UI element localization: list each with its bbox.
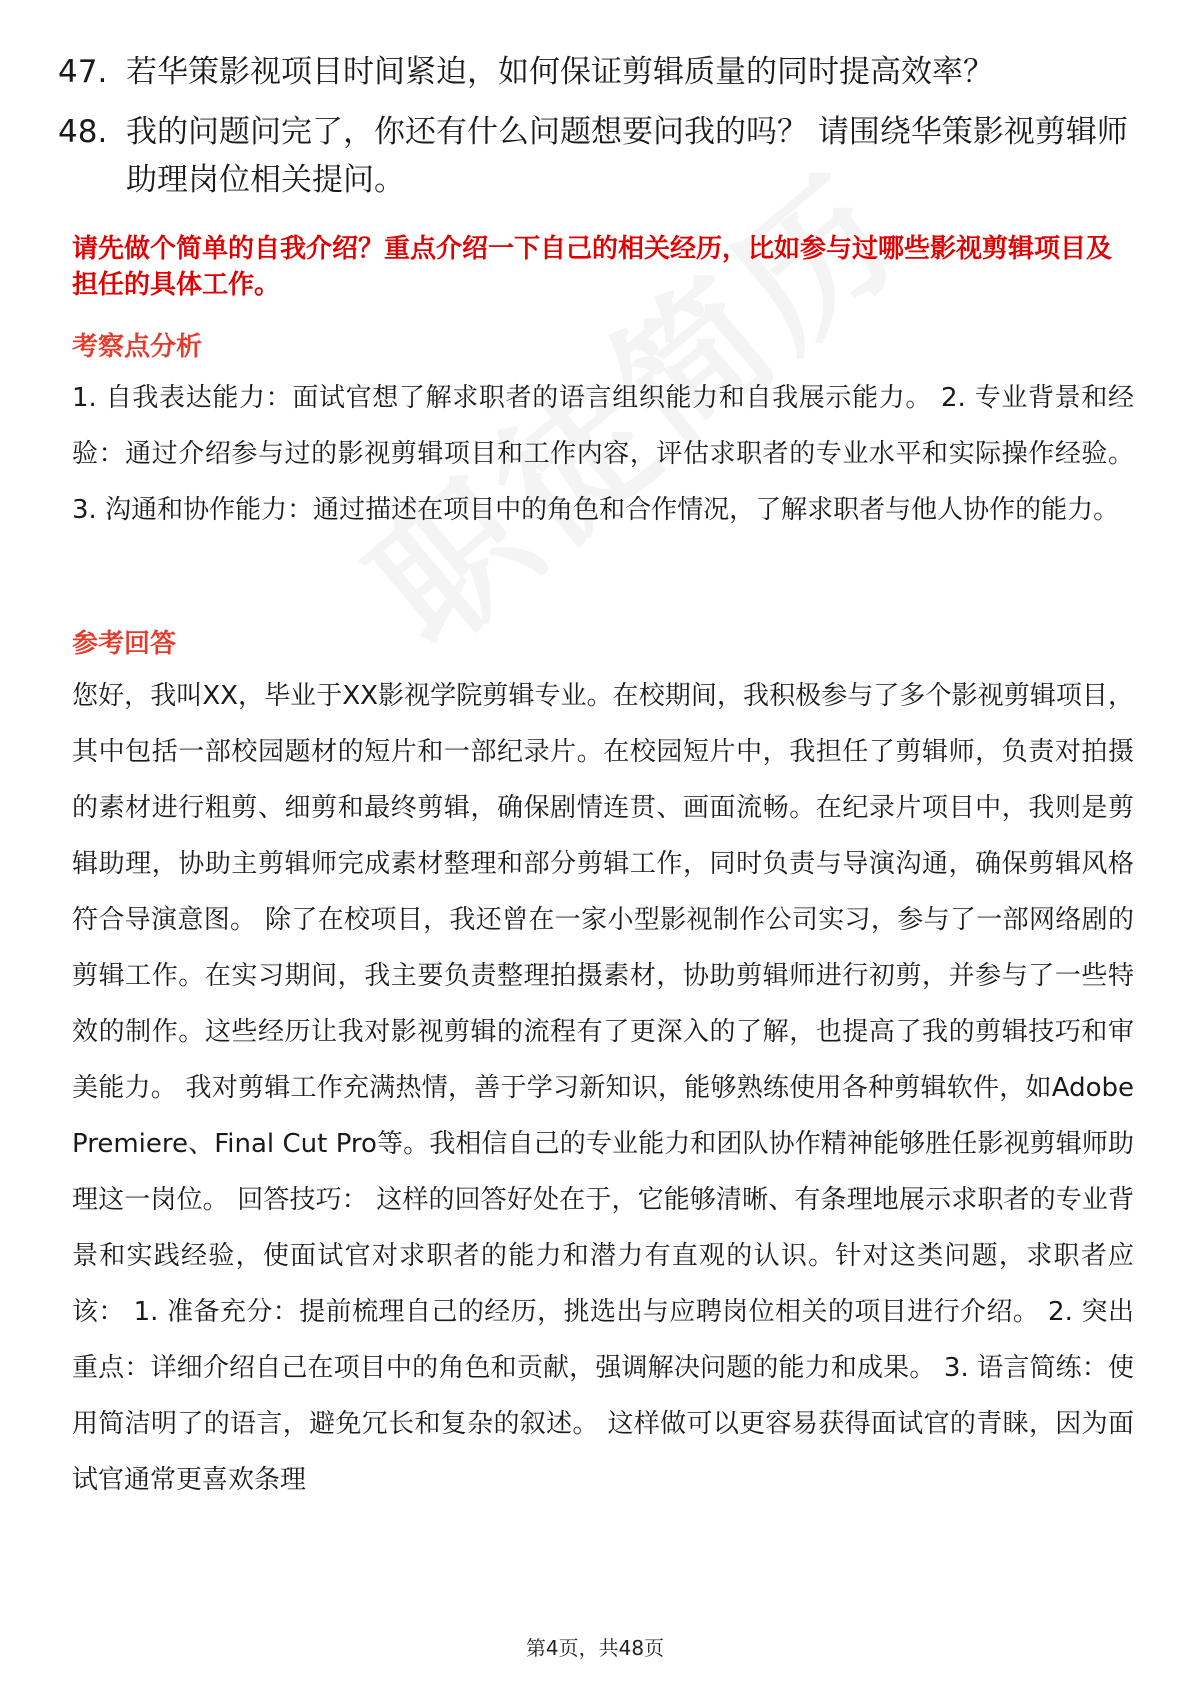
- question-item: [58, 48, 1138, 96]
- question-text: 若华策影视项目时间紧迫，如何保证剪辑质量的同时提高效率？: [126, 54, 994, 90]
- question-list: [58, 48, 1138, 216]
- question-text: 我的问题问完了，你还有什么问题想要问我的吗？ 请围绕华策影视剪辑师助理岗位相关提问。: [126, 114, 1128, 198]
- page-footer: 第4页，共48页: [525, 1636, 665, 1660]
- highlight-question: 请先做个简单的自我介绍？重点介绍一下自己的相关经历，比如参与过哪些影视剪辑项目及担任的具体工作。: [72, 234, 1113, 300]
- answer-body: 您好，我叫XX，毕业于XX影视学院剪辑专业。在校期间，我积极参与了多个影视剪辑项目，其中包括一部校园题材的短片和一部纪录片。在校园短片中，我担任了剪辑师，负责对拍摄的素材进行粗剪、细剪和最终剪辑，确保剧情连贯、画面流畅。在纪录片项目中，我则是剪辑助理，协助主剪辑师完成素材整理和部分剪辑工作，同时负责与导演沟通，确保剪辑风格符合导演意图。 除了在校项目，我还曾在一家小型影视制作公司实习，参与了一部网络剧的剪辑工作。在实习期间，我主要负责整理拍摄素材，协助剪辑师进行初剪，并参与了一些特效的制作。这些经历让我对影视剪辑的流程有了更深入的了解，也提高了我的剪辑技巧和审美能力。 我对剪辑工作充满热情，善于学习新知识，能够熟练使用各种剪辑软件，如Adobe Premiere、Final Cut Pro等。我相信自己的专业能力和团队协作精神能够胜任影视剪辑师助理这一岗位。 回答技巧： 这样的回答好处在于，它能够清晰、有条理地展示求职者的专业背景和实践经验，使面试官对求职者的能力和潜力有直观的认识。针对这类问题，求职者应该： 1. 准备充分：提前梳理自己的经历，挑选出与应聘岗位相关的项目进行介绍。 2. 突出重点：详细介绍自己在项目中的角色和贡献，强调解决问题的能力和成果。 3. 语言简练：使用简洁明了的语言，避免冗长和复杂的叙述。 这样做可以更容易获得面试官的青睐，因为面试官通常更喜欢条理: [72, 681, 1134, 1495]
- question-number: 48.: [58, 114, 108, 150]
- question-number: 47.: [58, 54, 108, 90]
- question-item: [58, 108, 1138, 204]
- answer-heading: 参考回答: [72, 629, 177, 659]
- analysis-body: 1. 自我表达能力：面试官想了解求职者的语言组织能力和自我展示能力。 2. 专业背景和经验：通过介绍参与过的影视剪辑项目和工作内容，评估求职者的专业水平和实际操作经验。 3. 沟通和协作能力：通过描述在项目中的角色和合作情况，了解求职者与他人协作的能力。: [72, 383, 1134, 525]
- analysis-heading: 考察点分析: [72, 332, 203, 362]
